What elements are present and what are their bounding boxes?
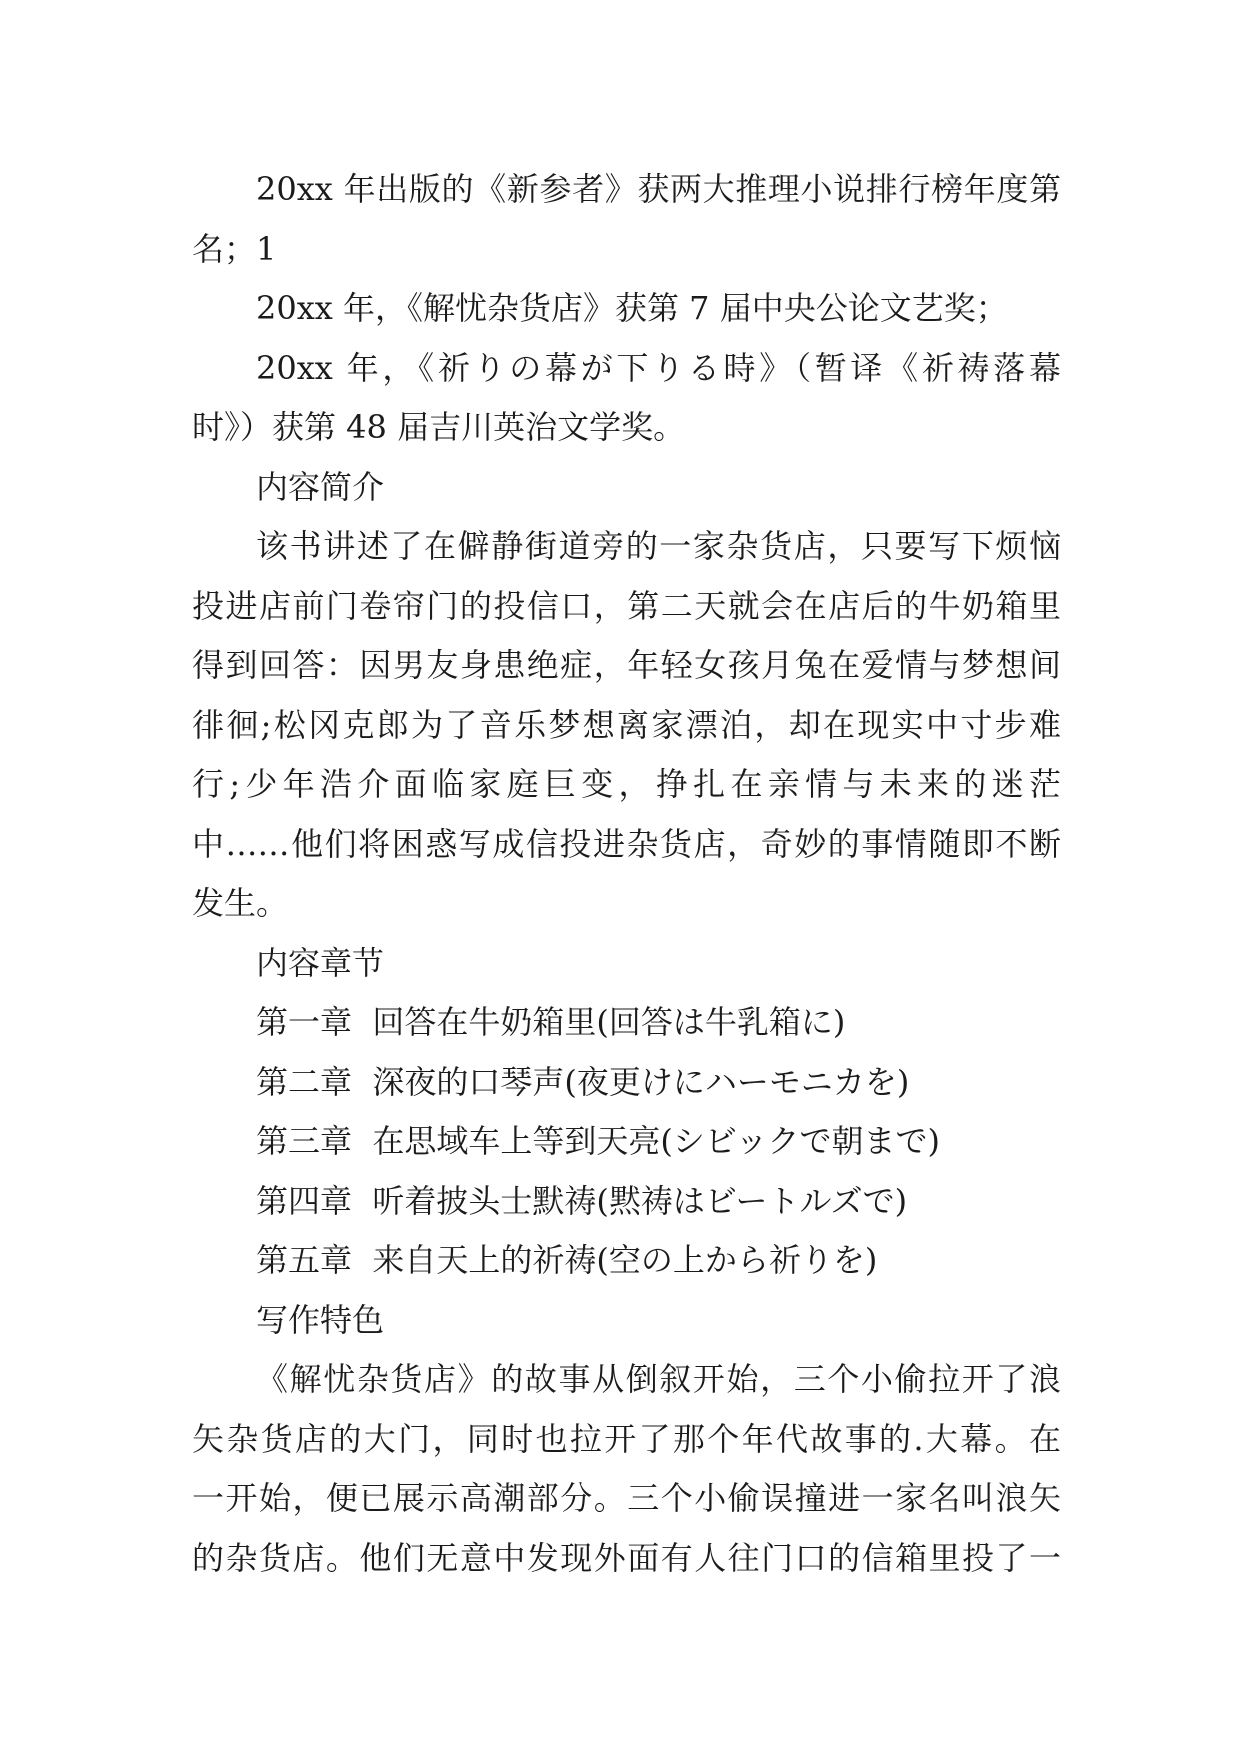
- award-paragraph: [192, 339, 1061, 458]
- award-paragraph: [192, 279, 1061, 339]
- chapter-item: 第二章 深夜的口琴声(夜更けにハーモニカを): [256, 1062, 910, 1101]
- document-body: [192, 160, 1061, 1588]
- chapter-item: 第五章 来自天上的祈祷(空の上から祈りを): [256, 1241, 878, 1279]
- award-paragraph: [192, 160, 1061, 279]
- text-line: 《解忧杂货店》的故事从倒叙开始，三个小偷拉开了浪: [256, 1360, 1061, 1398]
- text-line: 20xx 年，《祈りの幕が下りる時》（暂译《祈祷落幕: [256, 348, 1061, 387]
- text-line: 名；: [192, 229, 257, 268]
- text-line: 徘徊;松冈克郎为了音乐梦想离家漂泊，却在现实中寸步难: [192, 705, 1061, 744]
- chapter-item: 第一章 回答在牛奶箱里(回答は牛乳箱に): [256, 1003, 846, 1041]
- chapters-heading: 内容章节: [256, 943, 385, 982]
- chapter-list: [192, 993, 1061, 1291]
- text-line: 矢杂货店的大门，同时也拉开了那个年代故事的.大幕。在: [192, 1419, 1061, 1458]
- text-line: 该书讲述了在僻静街道旁的一家杂货店，只要写下烦恼: [256, 527, 1061, 565]
- text-line: 20xx 年出版的《新参者》获两大推理小说排行榜年度第 1: [256, 170, 1061, 268]
- text-line: 行;少年浩介面临家庭巨变，挣扎在亲情与未来的迷茫: [192, 765, 1061, 803]
- summary-paragraph: [192, 517, 1061, 934]
- text-line: 得到回答：因男友身患绝症，年轻女孩月兔在爱情与梦想间: [192, 646, 1061, 684]
- section-heading: [192, 1291, 1061, 1351]
- chapter-item: 第三章 在思域车上等到天亮(シビックで朝まで): [256, 1122, 941, 1160]
- text-line: 发生。: [192, 884, 289, 922]
- text-line: 20xx 年，《解忧杂货店》获第 7 届中央公论文艺奖；: [256, 289, 1008, 327]
- summary-heading: 内容简介: [256, 467, 385, 506]
- chapter-item: 第四章 听着披头士默祷(黙祷はビートルズで): [256, 1181, 908, 1220]
- text-line: 一开始，便已展示高潮部分。三个小偷误撞进一家名叫浪矢: [192, 1479, 1061, 1517]
- text-line: 的杂货店。他们无意中发现外面有人往门口的信箱里投了一: [192, 1538, 1061, 1577]
- section-heading: [192, 934, 1061, 994]
- features-paragraph: [192, 1350, 1061, 1588]
- text-line: 投进店前门卷帘门的投信口，第二天就会在店后的牛奶箱里: [192, 586, 1061, 625]
- text-line: 时》）获第 48 届吉川英治文学奖。: [192, 408, 686, 446]
- section-heading: [192, 458, 1061, 518]
- text-line: 中……他们将困惑写成信投进杂货店，奇妙的事情随即不断: [192, 824, 1061, 863]
- features-heading: 写作特色: [256, 1300, 385, 1339]
